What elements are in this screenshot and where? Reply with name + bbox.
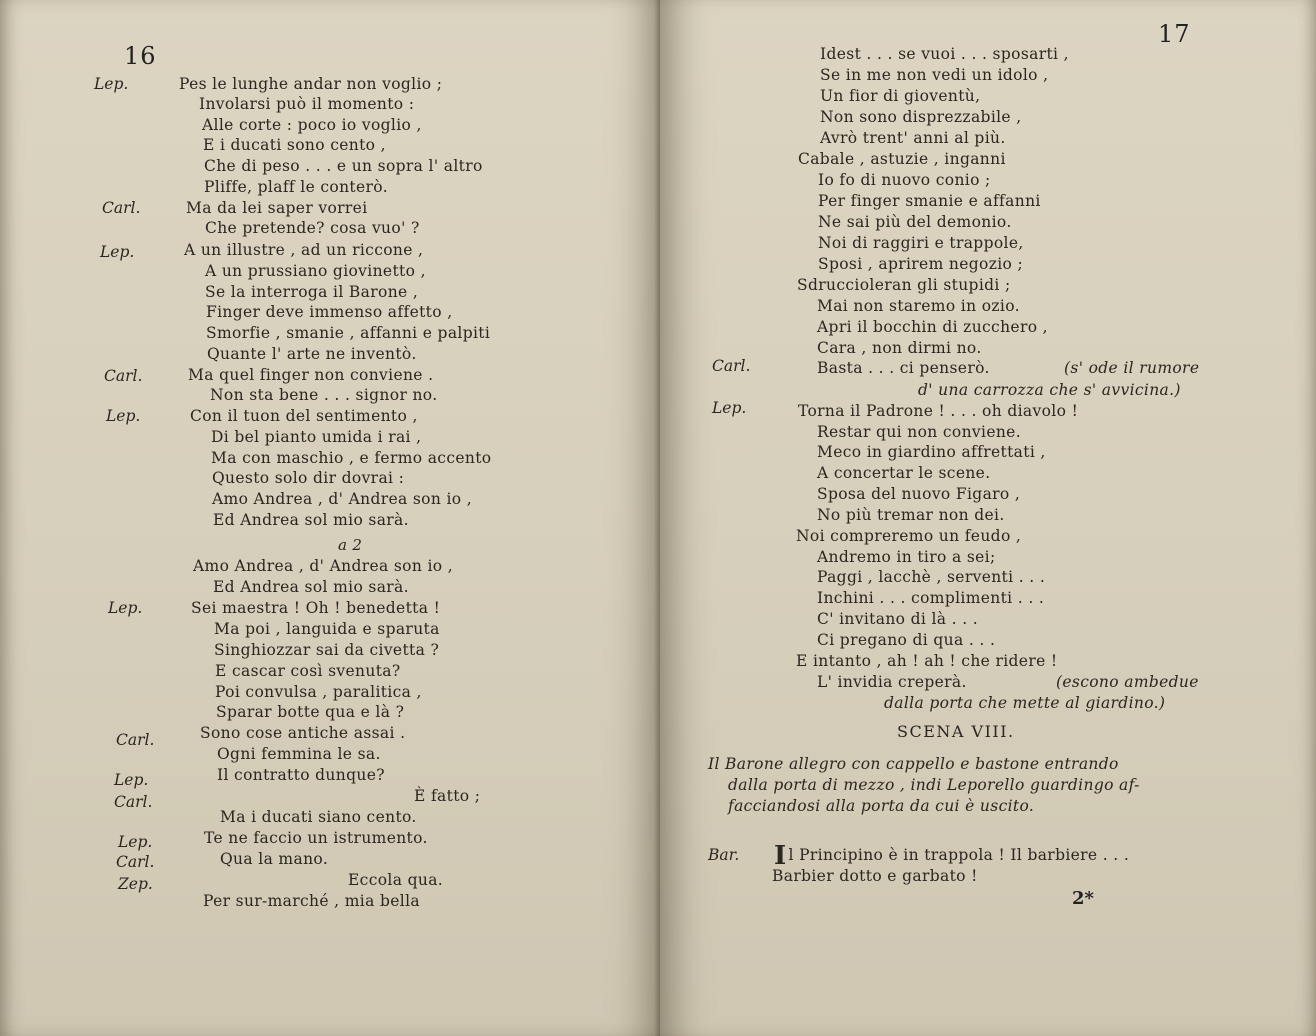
verse-line: Se la interroga il Barone , <box>205 283 419 301</box>
scene-description: Il Barone allegro con cappello e bastone entrando <box>708 755 1119 773</box>
verse-line: A concertar le scene. <box>817 464 991 482</box>
verse-line: Smorfie , smanie , affanni e palpiti <box>206 324 491 342</box>
verse-line: E i ducati sono cento , <box>203 136 386 154</box>
verse-line: Noi compreremo un feudo , <box>796 527 1022 545</box>
verse-line: Restar qui non conviene. <box>817 423 1021 441</box>
verse-line: No più tremar non dei. <box>817 506 1005 524</box>
verse-line: Poi convulsa , paralitica , <box>215 683 422 701</box>
verse-line: Sono cose antiche assai . <box>200 724 406 742</box>
right-page <box>660 0 1316 1036</box>
stage-direction: dalla porta che mette al giardino.) <box>884 694 1166 712</box>
verse-line: Ci pregano di qua . . . <box>817 631 996 649</box>
verse-line: Sei maestra ! Oh ! benedetta ! <box>191 599 441 617</box>
verse-line: Andremo in tiro a sei; <box>817 548 996 566</box>
speaker-label: Lep. <box>114 771 149 789</box>
verse-line: Questo solo dir dovrai : <box>212 469 405 487</box>
verse-line: Io fo di nuovo conio ; <box>818 171 991 189</box>
scene-heading: SCENA VIII. <box>897 722 1015 741</box>
speaker-label: Bar. <box>708 846 740 864</box>
scene-description: dalla porta di mezzo , indi Leporello guardingo af- <box>728 776 1140 794</box>
verse-line: Singhiozzar sai da civetta ? <box>214 641 440 659</box>
verse-line: E cascar così svenuta? <box>215 662 401 680</box>
a-due-marker: a 2 <box>338 536 363 554</box>
speaker-label: Carl. <box>104 367 143 385</box>
verse-line: Il contratto dunque? <box>217 766 385 784</box>
verse-line: Finger deve immenso affetto , <box>206 303 453 321</box>
speaker-label: Lep. <box>118 833 153 851</box>
verse-line: Mai non staremo in ozio. <box>817 297 1020 315</box>
speaker-label: Lep. <box>100 243 135 261</box>
speaker-label: Lep. <box>712 399 747 417</box>
verse-line: A un illustre , ad un riccone , <box>184 241 424 259</box>
verse-line: Sposi , aprirem negozio ; <box>818 255 1024 273</box>
stage-direction: d' una carrozza che s' avvicina.) <box>918 381 1181 399</box>
verse-line: Cara , non dirmi no. <box>817 339 982 357</box>
stage-direction: (s' ode il rumore <box>1064 359 1200 377</box>
verse-line: Sdruccioleran gli stupidi ; <box>797 276 1011 294</box>
verse-line: Avrò trent' anni al più. <box>820 129 1006 147</box>
stage-direction: (escono ambedue <box>1056 673 1199 691</box>
speaker-label: Carl. <box>114 793 153 811</box>
verse-line: Qua la mano. <box>220 850 329 868</box>
verse-line: C' invitano di là . . . <box>817 610 979 628</box>
verse-line: Ed Andrea sol mio sarà. <box>213 511 409 529</box>
scene-description: facciandosi alla porta da cui è uscito. <box>728 797 1035 815</box>
verse-line: Ma quel finger non conviene . <box>188 366 434 384</box>
verse-line: Barbier dotto e garbato ! <box>772 867 978 885</box>
verse-line: A un prussiano giovinetto , <box>205 262 426 280</box>
verse-line: Non sta bene . . . signor no. <box>210 386 438 404</box>
verse-line: Non sono disprezzabile , <box>820 108 1022 126</box>
page-number: 17 <box>1158 20 1191 48</box>
speaker-label: Carl. <box>116 731 155 749</box>
verse-line: Pes le lunghe andar non voglio ; <box>179 75 443 93</box>
verse-line: Con il tuon del sentimento , <box>190 407 418 425</box>
signature-mark: 2* <box>1072 888 1094 909</box>
verse-line: Te ne faccio un istrumento. <box>204 829 428 847</box>
verse-line: l Principino è in trappola ! Il barbiere . . . <box>788 846 1130 864</box>
verse-line: È fatto ; <box>414 787 481 805</box>
verse-line: Eccola qua. <box>348 871 444 889</box>
verse-line: Ne sai più del demonio. <box>818 213 1012 231</box>
verse-line: Basta . . . ci penserò. <box>817 359 990 377</box>
speaker-label: Carl. <box>116 853 155 871</box>
verse-line: Paggi , lacchè , serventi . . . <box>817 568 1046 586</box>
speaker-label: Zep. <box>118 875 153 893</box>
verse-line: Quante l' arte ne inventò. <box>207 345 417 363</box>
verse-line: Meco in giardino affrettati , <box>817 443 1046 461</box>
verse-line: Che di peso . . . e un sopra l' altro <box>204 157 483 175</box>
verse-line: Per sur-marché , mia bella <box>203 892 420 910</box>
verse-line: Ed Andrea sol mio sarà. <box>213 578 409 596</box>
verse-line: Ma da lei saper vorrei <box>186 199 368 217</box>
verse-line: Amo Andrea , d' Andrea son io , <box>193 557 454 575</box>
verse-line: Involarsi può il momento : <box>199 95 415 113</box>
speaker-label: Carl. <box>712 357 751 375</box>
verse-line: Amo Andrea , d' Andrea son io , <box>212 490 473 508</box>
verse-line: Apri il bocchin di zucchero , <box>817 318 1048 336</box>
verse-line: Sposa del nuovo Figaro , <box>817 485 1021 503</box>
speaker-label: Lep. <box>94 75 129 93</box>
speaker-label: Lep. <box>108 599 143 617</box>
verse-line: Ogni femmina le sa. <box>217 745 381 763</box>
verse-line: Ma i ducati siano cento. <box>220 808 417 826</box>
verse-line: Ma poi , languida e sparuta <box>214 620 440 638</box>
page-number: 16 <box>124 42 157 70</box>
verse-line: Che pretende? cosa vuo' ? <box>205 219 420 237</box>
drop-capital: I <box>774 841 787 871</box>
verse-line: Se in me non vedi un idolo , <box>820 66 1049 84</box>
verse-line: Di bel pianto umida i rai , <box>211 428 422 446</box>
verse-line: L' invidia creperà. <box>817 673 967 691</box>
verse-line: Cabale , astuzie , inganni <box>798 150 1006 168</box>
verse-line: Idest . . . se vuoi . . . sposarti , <box>820 45 1069 63</box>
verse-line: Torna il Padrone ! . . . oh diavolo ! <box>798 402 1079 420</box>
verse-line: Noi di raggiri e trappole, <box>818 234 1024 252</box>
verse-line: Ma con maschio , e fermo accento <box>211 449 492 467</box>
speaker-label: Carl. <box>102 199 141 217</box>
speaker-label: Lep. <box>106 407 141 425</box>
verse-line: E intanto , ah ! ah ! che ridere ! <box>796 652 1058 670</box>
verse-line: Per finger smanie e affanni <box>818 192 1041 210</box>
verse-line: Pliffe, plaff le conterò. <box>204 178 388 196</box>
verse-line: Sparar botte qua e là ? <box>216 703 405 721</box>
baron-line <box>774 841 1130 871</box>
verse-line: Un fior di gioventù, <box>820 87 981 105</box>
verse-line: Inchini . . . complimenti . . . <box>817 589 1045 607</box>
verse-line: Alle corte : poco io voglio , <box>202 116 422 134</box>
